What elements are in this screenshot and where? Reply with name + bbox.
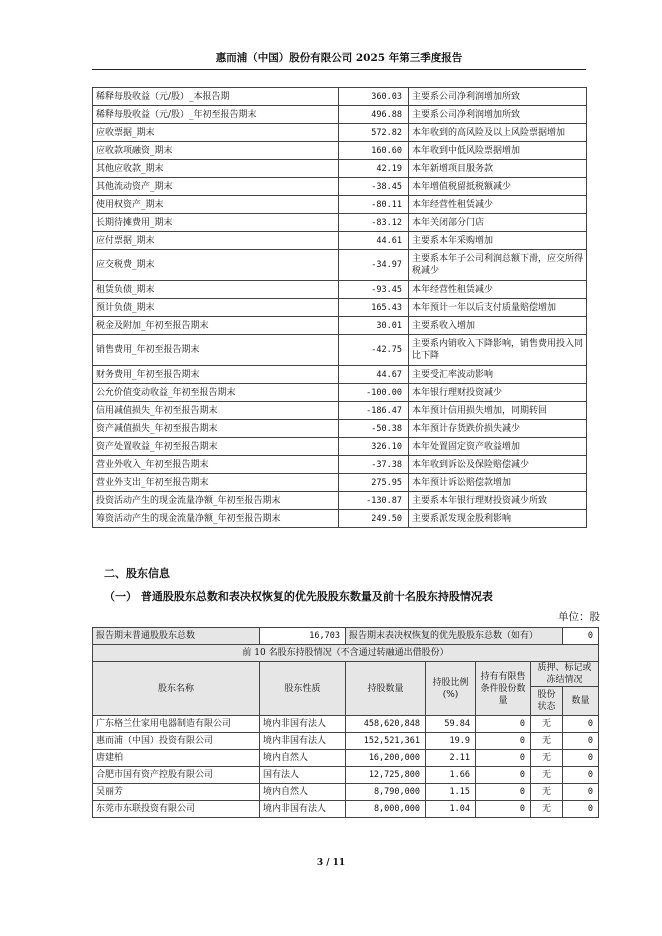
reason-cell: 主要系本年采购增加 <box>409 232 587 250</box>
item-cell: 应收票据_期末 <box>93 124 339 142</box>
holder-ratio: 19.9 <box>426 733 476 750</box>
holder-status: 无 <box>531 716 563 733</box>
value-cell: 360.03 <box>339 88 409 106</box>
holder-name: 合肥市国有资产控股有限公司 <box>93 767 260 784</box>
item-cell: 筹资活动产生的现金流量净额_年初至报告期末 <box>93 510 339 528</box>
holder-nature: 境内非国有法人 <box>260 716 346 733</box>
table-row <box>93 801 599 818</box>
holder-nature: 境内自然人 <box>260 784 346 801</box>
holder-qty: 0 <box>563 784 599 801</box>
change-reason-table <box>92 87 587 528</box>
value-cell: 496.88 <box>339 106 409 124</box>
reason-cell: 本年收到诉讼及保险赔偿减少 <box>409 456 587 474</box>
table-row <box>93 438 587 456</box>
reason-cell: 本年收到中低风险票据增加 <box>409 142 587 160</box>
value-cell: -50.38 <box>339 420 409 438</box>
holder-ratio: 1.66 <box>426 767 476 784</box>
item-cell: 稀释每股收益（元/股）_年初至报告期末 <box>93 106 339 124</box>
holder-restricted: 0 <box>476 716 531 733</box>
holder-name: 广东格兰仕家用电器制造有限公司 <box>93 716 260 733</box>
item-cell: 投资活动产生的现金流量净额_年初至报告期末 <box>93 492 339 510</box>
holder-qty: 0 <box>563 750 599 767</box>
shareholder-table-body <box>93 628 599 818</box>
col-header-restricted: 持有有限售条件股份数量 <box>476 662 531 716</box>
table-row <box>93 474 587 492</box>
holder-qty: 0 <box>563 716 599 733</box>
item-cell: 信用减值损失_年初至报告期末 <box>93 402 339 420</box>
item-cell: 租赁负债_期末 <box>93 281 339 299</box>
holder-ratio: 59.84 <box>426 716 476 733</box>
value-cell: -186.47 <box>339 402 409 420</box>
item-cell: 其他流动资产_期末 <box>93 178 339 196</box>
col-header-name: 股东名称 <box>93 662 260 716</box>
table-row <box>93 299 587 317</box>
holder-name: 惠而浦（中国）投资有限公司 <box>93 733 260 750</box>
table-row <box>93 456 587 474</box>
reason-cell: 本年预计信用损失增加，同期转回 <box>409 402 587 420</box>
holder-name: 东莞市东联投资有限公司 <box>93 801 260 818</box>
reason-cell: 本年预计一年以后支付质量赔偿增加 <box>409 299 587 317</box>
table-row <box>93 124 587 142</box>
holder-shares: 16,200,000 <box>346 750 426 767</box>
item-cell: 其他应收款_期末 <box>93 160 339 178</box>
col-header-ratio: 持股比例(%) <box>426 662 476 716</box>
section-title: 二、股东信息 <box>104 567 170 580</box>
item-cell: 稀释每股收益（元/股）_本报告期 <box>93 88 339 106</box>
col-header-pledge: 质押、标记或冻结情况 <box>531 662 599 687</box>
holder-name: 吴丽芳 <box>93 784 260 801</box>
reason-cell: 本年新增项目服务款 <box>409 160 587 178</box>
holder-restricted: 0 <box>476 750 531 767</box>
value-cell: 30.01 <box>339 317 409 335</box>
reason-cell: 本年增值税留抵税额减少 <box>409 178 587 196</box>
col-header-nature: 股东性质 <box>260 662 346 716</box>
value-cell: -34.97 <box>339 250 409 281</box>
holder-restricted: 0 <box>476 801 531 818</box>
shareholder-table <box>92 627 599 818</box>
value-cell: -38.45 <box>339 178 409 196</box>
table-row <box>93 510 587 528</box>
holder-restricted: 0 <box>476 784 531 801</box>
table-row <box>93 88 587 106</box>
holder-status: 无 <box>531 784 563 801</box>
col-header-qty: 数量 <box>563 687 599 716</box>
value-cell: 326.10 <box>339 438 409 456</box>
holder-status: 无 <box>531 767 563 784</box>
top10-caption-row <box>93 645 599 662</box>
holder-ratio: 1.04 <box>426 801 476 818</box>
item-cell: 应付票据_期末 <box>93 232 339 250</box>
value-cell: 572.82 <box>339 124 409 142</box>
item-cell: 营业外收入_年初至报告期末 <box>93 456 339 474</box>
reason-cell: 本年经营性租赁减少 <box>409 281 587 299</box>
holder-nature: 境内非国有法人 <box>260 733 346 750</box>
holder-qty: 0 <box>563 801 599 818</box>
holder-status: 无 <box>531 801 563 818</box>
page-number: 3 / 11 <box>316 858 346 868</box>
item-cell: 使用权资产_期末 <box>93 196 339 214</box>
reason-cell: 本年经营性租赁减少 <box>409 196 587 214</box>
item-cell: 应收款项融资_期末 <box>93 142 339 160</box>
table-row <box>93 366 587 384</box>
col-header-status: 股份状态 <box>531 687 563 716</box>
item-cell: 营业外支出_年初至报告期末 <box>93 474 339 492</box>
holder-restricted: 0 <box>476 767 531 784</box>
pref-value: 0 <box>563 628 599 645</box>
table-row <box>93 733 599 750</box>
holder-restricted: 0 <box>476 733 531 750</box>
reason-cell: 主要系本年银行理财投资减少所致 <box>409 492 587 510</box>
pref-label: 报告期末表决权恢复的优先股股东总数（如有） <box>346 628 563 645</box>
header-row-1 <box>93 662 599 687</box>
table-row <box>93 420 587 438</box>
table-row <box>93 784 599 801</box>
holder-ratio: 1.15 <box>426 784 476 801</box>
table-row <box>93 232 587 250</box>
value-cell: 160.60 <box>339 142 409 160</box>
table-row <box>93 142 587 160</box>
reason-cell: 主要系本年子公司利润总额下滑，应交所得税减少 <box>409 250 587 281</box>
table-row <box>93 767 599 784</box>
table-row <box>93 402 587 420</box>
total-value: 16,703 <box>260 628 346 645</box>
holder-qty: 0 <box>563 767 599 784</box>
item-cell: 公允价值变动收益_年初至报告期末 <box>93 384 339 402</box>
table-row <box>93 106 587 124</box>
holder-shares: 12,725,800 <box>346 767 426 784</box>
reason-cell: 主要系公司净利润增加所致 <box>409 106 587 124</box>
reason-cell: 主要系收入增加 <box>409 317 587 335</box>
item-cell: 应交税费_期末 <box>93 250 339 281</box>
reason-cell: 本年预计诉讼赔偿款增加 <box>409 474 587 492</box>
change-table-body <box>93 88 587 528</box>
item-cell: 税金及附加_年初至报告期末 <box>93 317 339 335</box>
holder-name: 唐建柏 <box>93 750 260 767</box>
holder-shares: 8,790,000 <box>346 784 426 801</box>
holder-qty: 0 <box>563 733 599 750</box>
holder-nature: 境内非国有法人 <box>260 801 346 818</box>
value-cell: 249.50 <box>339 510 409 528</box>
table-row <box>93 716 599 733</box>
reason-cell: 本年收到的高风险及以上风险票据增加 <box>409 124 587 142</box>
holder-shares: 458,620,848 <box>346 716 426 733</box>
value-cell: -83.12 <box>339 214 409 232</box>
item-cell: 预计负债_期末 <box>93 299 339 317</box>
holder-status: 无 <box>531 750 563 767</box>
table-row <box>93 317 587 335</box>
col-header-shares: 持股数量 <box>346 662 426 716</box>
value-cell: -93.45 <box>339 281 409 299</box>
holder-shares: 8,000,000 <box>346 801 426 818</box>
table-row <box>93 384 587 402</box>
value-cell: 44.61 <box>339 232 409 250</box>
holder-shares: 152,521,361 <box>346 733 426 750</box>
value-cell: -100.00 <box>339 384 409 402</box>
table-row <box>93 250 587 281</box>
value-cell: 44.67 <box>339 366 409 384</box>
reason-cell: 主要系内销收入下降影响，销售费用投入同比下降 <box>409 335 587 366</box>
holder-nature: 境内自然人 <box>260 750 346 767</box>
holder-ratio: 2.11 <box>426 750 476 767</box>
table-row <box>93 214 587 232</box>
top10-caption: 前 10 名股东持股情况（不含通过转融通出借股份） <box>93 645 599 662</box>
total-row <box>93 628 599 645</box>
page-header: 惠而浦（中国）股份有限公司 2025 年第三季度报告 <box>92 50 586 70</box>
unit-label: 单位：股 <box>558 611 600 623</box>
value-cell: 42.19 <box>339 160 409 178</box>
value-cell: 275.95 <box>339 474 409 492</box>
reason-cell: 主要受汇率波动影响 <box>409 366 587 384</box>
reason-cell: 主要系派发现金股利影响 <box>409 510 587 528</box>
table-row <box>93 178 587 196</box>
value-cell: -37.38 <box>339 456 409 474</box>
holder-status: 无 <box>531 733 563 750</box>
reason-cell: 本年预计存货跌价损失减少 <box>409 420 587 438</box>
table-row <box>93 335 587 366</box>
section-subtitle: （一） 普通股股东总数和表决权恢复的优先股股东数量及前十名股东持股情况表 <box>104 590 493 603</box>
value-cell: -42.75 <box>339 335 409 366</box>
item-cell: 资产减值损失_年初至报告期末 <box>93 420 339 438</box>
reason-cell: 本年关闭部分门店 <box>409 214 587 232</box>
value-cell: 165.43 <box>339 299 409 317</box>
reason-cell: 本年银行理财投资减少 <box>409 384 587 402</box>
item-cell: 长期待摊费用_期末 <box>93 214 339 232</box>
table-row <box>93 281 587 299</box>
item-cell: 财务费用_年初至报告期末 <box>93 366 339 384</box>
total-label: 报告期末普通股股东总数 <box>93 628 260 645</box>
table-row <box>93 160 587 178</box>
table-row <box>93 750 599 767</box>
reason-cell: 本年处置固定资产收益增加 <box>409 438 587 456</box>
item-cell: 销售费用_年初至报告期末 <box>93 335 339 366</box>
item-cell: 资产处置收益_年初至报告期末 <box>93 438 339 456</box>
value-cell: -80.11 <box>339 196 409 214</box>
value-cell: -130.87 <box>339 492 409 510</box>
table-row <box>93 492 587 510</box>
holder-nature: 国有法人 <box>260 767 346 784</box>
reason-cell: 主要系公司净利润增加所致 <box>409 88 587 106</box>
table-row <box>93 196 587 214</box>
